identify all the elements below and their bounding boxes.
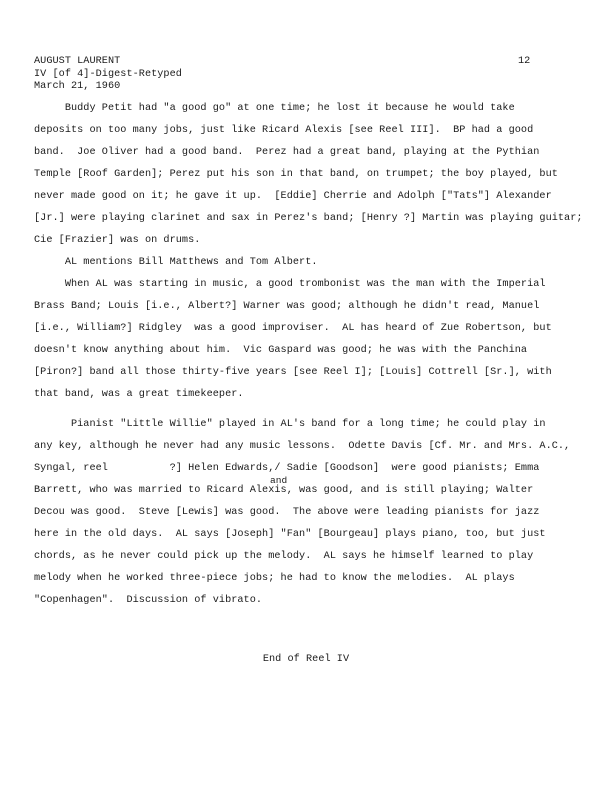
text-line: Temple [Roof Garden]; Perez put his son in that band, on trumpet; the boy played, but	[34, 169, 558, 180]
text-line: chords, as he never could pick up the melody. AL says he himself learned to play	[34, 551, 534, 562]
text-line: Buddy Petit had "a good go" at one time; he lost it because he would take	[34, 103, 515, 114]
paragraph-3	[34, 274, 594, 406]
reel-info: IV [of 4]-Digest-Retyped	[34, 68, 182, 80]
text-line: Decou was good. Steve [Lewis] was good. The above were leading pianists for jazz	[34, 507, 540, 518]
text-line: doesn't know anything about him. Vic Gaspard was good; he was with the Panchina	[34, 345, 528, 356]
end-of-reel-marker: End of Reel IV	[262, 654, 350, 665]
interlinear-insertion: and	[270, 475, 288, 486]
text-line: [i.e., William?] Ridgley was a good improviser. AL has heard of Zue Robertson, but	[34, 323, 552, 334]
document-header	[34, 56, 182, 94]
interviewee-name: AUGUST LAURENT	[34, 56, 121, 67]
text-line: deposits on too many jobs, just like Ricard Alexis [see Reel III]. BP had a good	[34, 125, 534, 136]
paragraph-spacer	[34, 406, 594, 414]
paragraph-4	[34, 414, 594, 612]
text-line: Brass Band; Louis [i.e., Albert?] Warner was good; although he didn't read, Manuel	[34, 301, 540, 312]
text-line: "Copenhagen". Discussion of vibrato.	[34, 595, 263, 606]
text-line: Barrett, who was married to Ricard Alexis, was good, and is still playing; Walter	[34, 485, 534, 496]
document-body	[34, 98, 594, 612]
text-line: Syngal, reel ?] Helen Edwards,/ Sadie [Goodson] were good pianists; Emma	[34, 463, 540, 474]
text-line: [Piron?] band all those thirty-five years [see Reel I]; [Louis] Cottrell [Sr.], with	[34, 367, 552, 378]
text-line: here in the old days. AL says [Joseph] "Fan" [Bourgeau] plays piano, too, but just	[34, 529, 546, 540]
text-line: When AL was starting in music, a good trombonist was the man with the Imperial	[34, 279, 546, 290]
text-line: melody when he worked three-piece jobs; he had to know the melodies. AL plays	[34, 573, 515, 584]
text-line: band. Joe Oliver had a good band. Perez had a great band, playing at the Pythian	[34, 147, 540, 158]
text-line: any key, although he never had any music lessons. Odette Davis [Cf. Mr. and Mrs. A.C.,	[34, 441, 571, 452]
paragraph-1	[34, 98, 594, 252]
page-number: 12	[518, 56, 531, 67]
paragraph-2	[34, 252, 594, 274]
text-line: never made good on it; he gave it up. [Eddie] Cherrie and Adolph ["Tats"] Alexander	[34, 191, 552, 202]
interview-date: March 21, 1960	[34, 81, 121, 92]
text-line: Pianist "Little Willie" played in AL's band for a long time; he could play in	[34, 419, 546, 430]
text-line: AL mentions Bill Matthews and Tom Albert.	[34, 257, 318, 268]
text-line: [Jr.] were playing clarinet and sax in Perez's band; [Henry ?] Martin was playing guitar;	[34, 213, 583, 224]
text-line: that band, was a great timekeeper.	[34, 389, 244, 400]
text-line: Cie [Frazier] was on drums.	[34, 235, 201, 246]
